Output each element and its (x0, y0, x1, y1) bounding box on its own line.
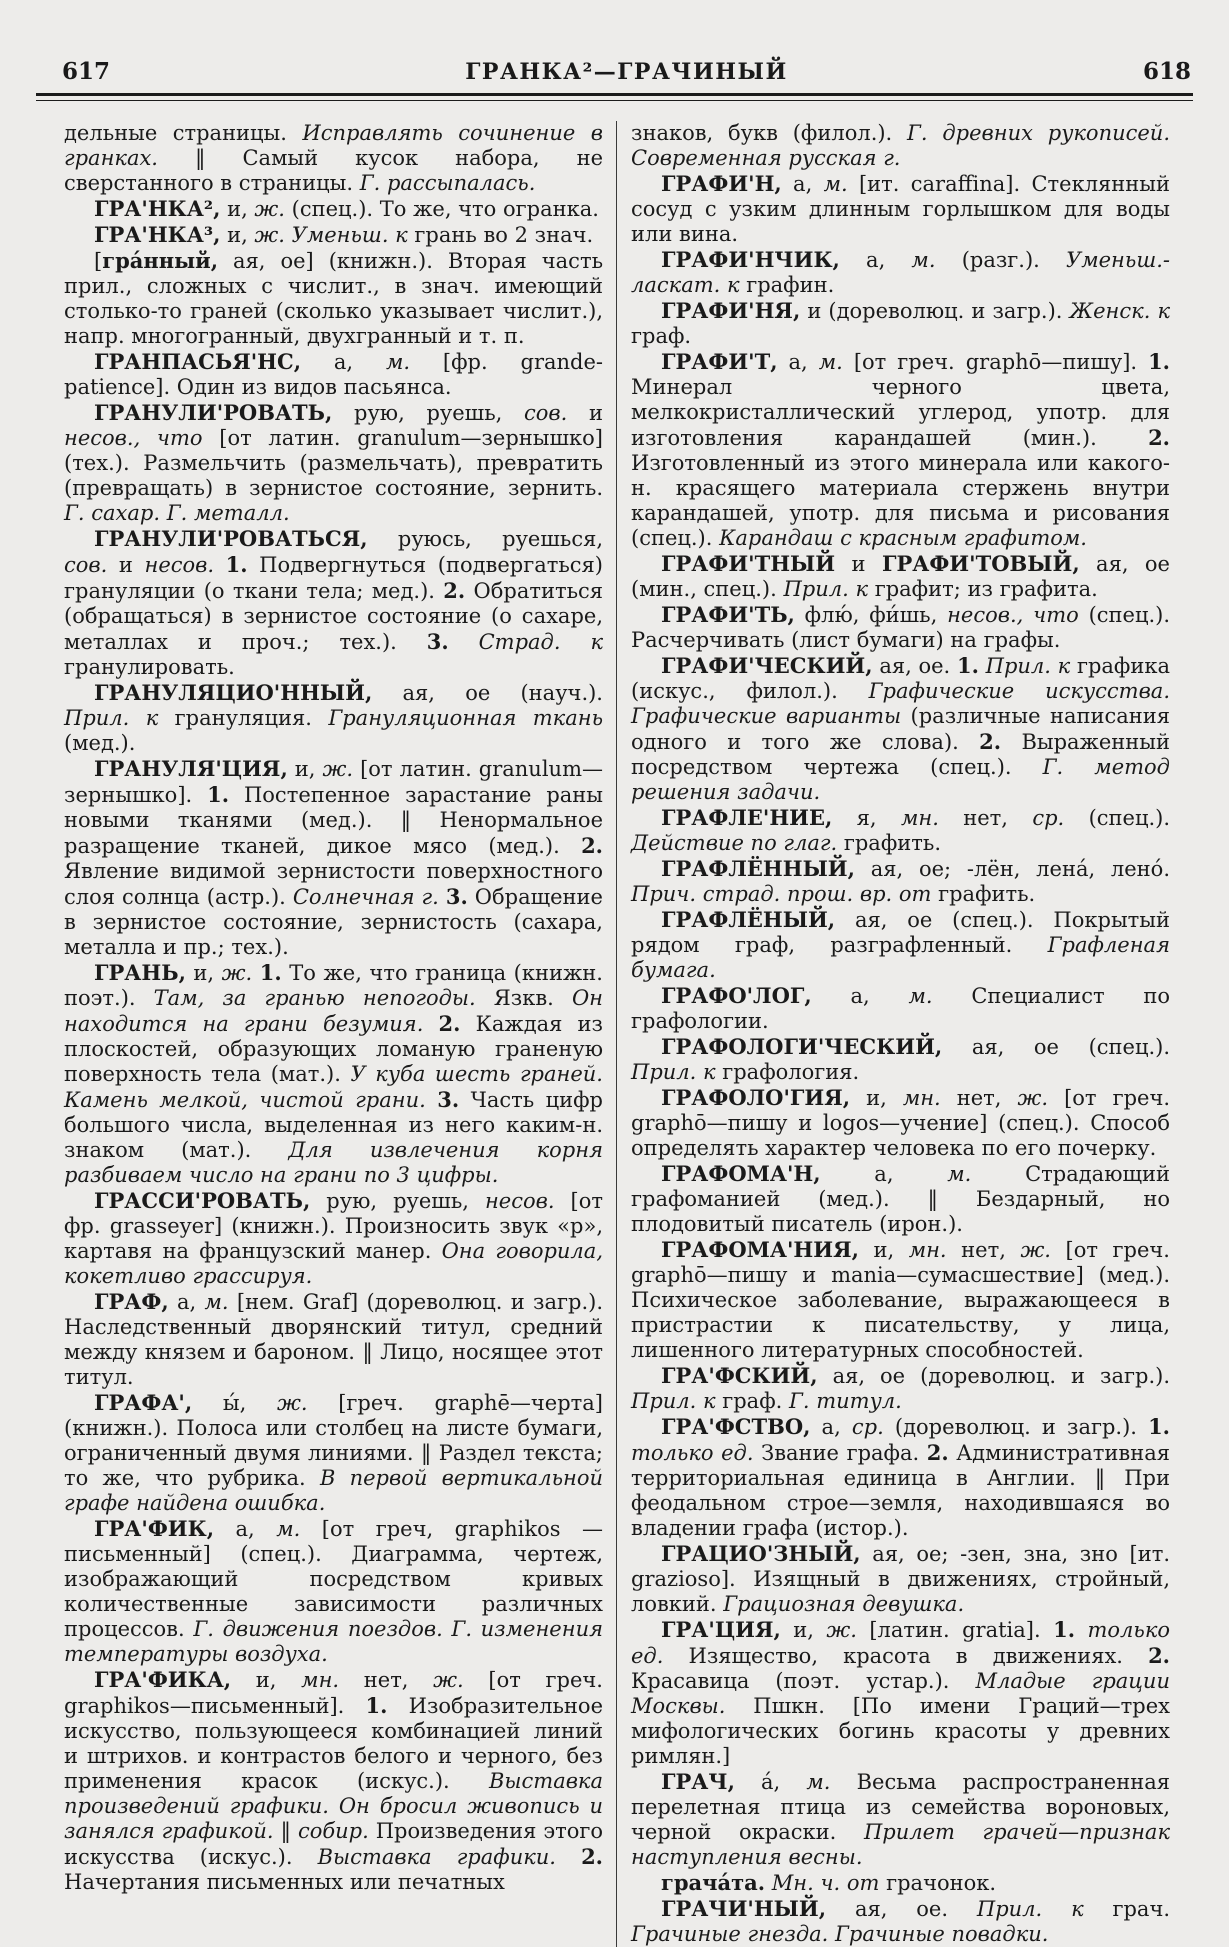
page-number-left: 617 (62, 58, 111, 85)
dictionary-entry: ГРАФИ'НЧИК, а, м. (разг.). Уменьш.-ласкат. к графин. (631, 247, 1170, 297)
dictionary-entry: ГРАФОЛОГИ'ЧЕСКИЙ, ая, ое (спец.). Прил. к графология. (631, 1034, 1170, 1084)
dictionary-entry: ГРАФО'ЛОГ, а, м. Специалист по графологии. (631, 983, 1170, 1033)
dictionary-entry: ГРАЦИО'ЗНЫЙ, ая, ое; -зен, зна, зно [ит. grazioso]. Изящный в движениях, стройный, ловкий. Грациозная девушка. (631, 1541, 1170, 1616)
dictionary-entry: ГРАФЛЕ'НИЕ, я, мн. нет, ср. (спец.). Действие по глаг. графить. (631, 805, 1170, 855)
dictionary-entry: ГРАФОЛО'ГИЯ, и, мн. нет, ж. [от греч. graphō—пишу и logos—учение] (спец.). Способ определять характер человека по его почерку. (631, 1085, 1170, 1160)
dictionary-entry: ГРАФЛЁНЫЙ, ая, ое (спец.). Покрытый рядом граф, разграфленный. Графленая бумага. (631, 907, 1170, 982)
text-columns (0, 101, 1229, 1947)
dictionary-entry: ГРАФИ'ТНЫЙ и ГРАФИ'ТОВЫЙ, ая, ое (мин., спец.). Прил. к графит; из графита. (631, 551, 1170, 601)
dictionary-entry: ГРАФА', ы́, ж. [греч. graphē—черта] (книжн.). Полоса или столбец на листе бумаги, ограниченный двумя линиями. ‖ Раздел текста; то же, что рубрика. В первой вертикальной графе найдена ошибка. (64, 1390, 604, 1515)
dictionary-entry: ГРАНЬ, и, ж. 1. То же, что граница (книжн. поэт.). Там, за гранью непогоды. Язкв. Он находится на грани безумия. 2. Каждая из плоскостей, образующих ломаную граненую поверхность тела (мат.). У куба шесть граней. Камень мелкой, чистой грани. 3. Часть цифр большого числа, выделенная из него каким-н. знаком (мат.). Для извлечения корня разбиваем число на грани по 3 цифры. (64, 960, 603, 1187)
dictionary-entry: ГРА'НКА², и, ж. (спец.). То же, что огранка. (94, 196, 599, 221)
dictionary-entry: ГРАНУЛЯ'ЦИЯ, и, ж. [от латин. granulum—зернышко]. 1. Постепенное зарастание раны новыми тканями (мед.). ‖ Ненормальное разращение тканей, дикое мясо (мед.). 2. Явление видимой зернистости поверхностного слоя солнца (астр.). Солнечная г. 3. Обращение в зернистое состояние, зернистость (сахара, металла и пр.; тех.). (64, 756, 603, 959)
dictionary-entry: ГРА'НКА³, и, ж. Уменьш. к грань во 2 знач. (94, 222, 594, 247)
dictionary-entry: ГРАФИ'Т, а, м. [от греч. graphō—пишу]. 1. Минерал черного цвета, мелкокристаллический углерод, употр. для изготовления карандашей (мин.). 2. Изготовленный из этого минерала или какого-н. красящего материала стержень внутри карандашей, употр. для письма и рисования (спец.). Карандаш с красным графитом. (631, 349, 1170, 550)
dictionary-entry: грача́та. Мн. ч. от грачонок. (661, 1870, 997, 1895)
dictionary-entry: ГРАФИ'ТЬ, флю́, фи́шь, несов., что (спец.). Расчерчивать (лист бумаги) на графы. (631, 602, 1170, 652)
dictionary-entry: ГРАНУЛИ'РОВАТЬСЯ, руюсь, руешься, сов. и несов. 1. Подвергнуться (подвергаться) грануляции (о ткани тела; мед.). 2. Обратиться (обращаться) в зернистое состояние (о сахаре, металлах и проч.; тех.). 3. Страд. к гранулировать. (64, 526, 604, 679)
dictionary-entry: ГРА'ЦИЯ, и, ж. [латин. gratia]. 1. только ед. Изящество, красота в движениях. 2. Красавица (поэт. устар.). Младые грации Москвы. Пшкн. [По имени Граций—трех мифологических богинь красоты у древних римлян.] (631, 1617, 1170, 1768)
dictionary-entry: ГРА'ФСКИЙ, ая, ое (дореволюц. и загр.). Прил. к граф. Г. титул. (631, 1363, 1170, 1413)
page-header (0, 0, 1229, 93)
dictionary-entry: ГРАФ, а, м. [нем. Graf] (дореволюц. и загр.). Наследственный дворянский титул, средний между князем и бароном. ‖ Лицо, носящее этот титул. (64, 1289, 604, 1389)
right-column (616, 121, 1170, 1947)
dictionary-entry: ГРАФИ'НЯ, и (дореволюц. и загр.). Женск. к граф. (631, 298, 1170, 348)
dictionary-entry: ГРАНУЛИ'РОВАТЬ, рую, руешь, сов. и несов., что [от латин. granulum—зернышко] (тех.). Размельчить (размельчать), превратить (превращать) в зернистое состояние, зернить. Г. сахар. Г. металл. (64, 400, 603, 525)
dictionary-entry: ГРА'ФИКА, и, мн. нет, ж. [от греч. graphikos—письменный]. 1. Изобразительное искусство, пользующееся комбинацией линий и штрихов. и контрастов белого и черного, без применения красок (искус.). Выставка произведений графики. Он бросил живопись и занялся графикой. ‖ собир. Произведения этого искусства (искус.). Выставка графики. 2. Начертания письменных или печатных (64, 1667, 604, 1894)
dictionary-entry: знаков, букв (филол.). Г. древних рукописей. Современная русская г. (631, 121, 1171, 170)
dictionary-entry: ГРА'ФСТВО, а, ср. (дореволюц. и загр.). 1. только ед. Звание графа. 2. Административная территориальная единица в Англии. ‖ При феодальном строе—земля, находившаяся во владении графа (истор.). (631, 1414, 1170, 1540)
dictionary-entry: ГРАФОМА'Н, а, м. Страдающий графоманией (мед.). ‖ Бездарный, но плодовитый писатель (ирон.). (631, 1161, 1170, 1236)
dictionary-entry: ГРАНУЛЯЦИО'ННЫЙ, ая, ое (науч.). Прил. к грануляция. Грануляционная ткань (мед.). (64, 680, 604, 755)
dictionary-entry: ГРАЧИ'НЫЙ, ая, ое. Прил. к грач. Грачиные гнезда. Грачиные повадки. (631, 1896, 1170, 1946)
page-number-right: 618 (1142, 58, 1191, 85)
left-column (64, 121, 603, 1947)
running-title: ГРАНКА²—ГРАЧИНЫЙ (465, 59, 788, 85)
dictionary-entry: ГРАЧ, а́, м. Весьма распространенная перелетная птица из семейства вороновых, черной окраски. Прилет грачей—признак наступления весны. (631, 1769, 1170, 1869)
dictionary-entry: ГРАССИ'РОВАТЬ, рую, руешь, несов. [от фр. grasseyer] (книжн.). Произносить звук «р», картавя на французский манер. Она говорила, кокетливо грассируя. (64, 1188, 603, 1288)
dictionary-entry: ГРАНПАСЬЯ'НС, а, м. [фр. grande-patience]. Один из видов пасьянса. (64, 349, 604, 399)
header-rule (36, 93, 1193, 101)
dictionary-entry: ГРАФИ'Н, а, м. [ит. caraffina]. Стеклянный сосуд с узким длинным горлышком для воды или вина. (631, 171, 1171, 246)
dictionary-entry: ГРАФИ'ЧЕСКИЙ, ая, ое. 1. Прил. к графика (искус., филол.). Графические искусства. Графические варианты (различные написания одного и того же слова). 2. Выраженный посредством чертежа (спец.). Г. метод решения задачи. (631, 653, 1171, 804)
dictionary-entry: ГРА'ФИК, а, м. [от греч, graphikos — письменный] (спец.). Диаграмма, чертеж, изображающий посредством кривых количественные зависимости различных процессов. Г. движения поездов. Г. изменения температуры воздуха. (64, 1516, 603, 1666)
dictionary-entry: ГРАФОМА'НИЯ, и, мн. нет, ж. [от греч. graphō—пишу и mania—сумасшествие] (мед.). Психическое заболевание, выражающееся в пристрастии к писательству, у лица, лишенного литературных способностей. (631, 1237, 1170, 1362)
dictionary-entry: ГРАФЛЁННЫЙ, ая, ое; -лён, лена́, лено́. Прич. страд. прош. вр. от графить. (631, 856, 1170, 906)
dictionary-entry: [гра́нный, ая, ое] (книжн.). Вторая часть прил., сложных с числит., в знач. имеющий столько-то граней (сколько указывает числит.), напр. многогранный, двухгранный и т. п. (64, 248, 603, 348)
dictionary-entry: дельные страницы. Исправлять сочинение в гранках. ‖ Самый кусок набора, не сверстанного в страницы. Г. рассыпалась. (64, 121, 603, 195)
